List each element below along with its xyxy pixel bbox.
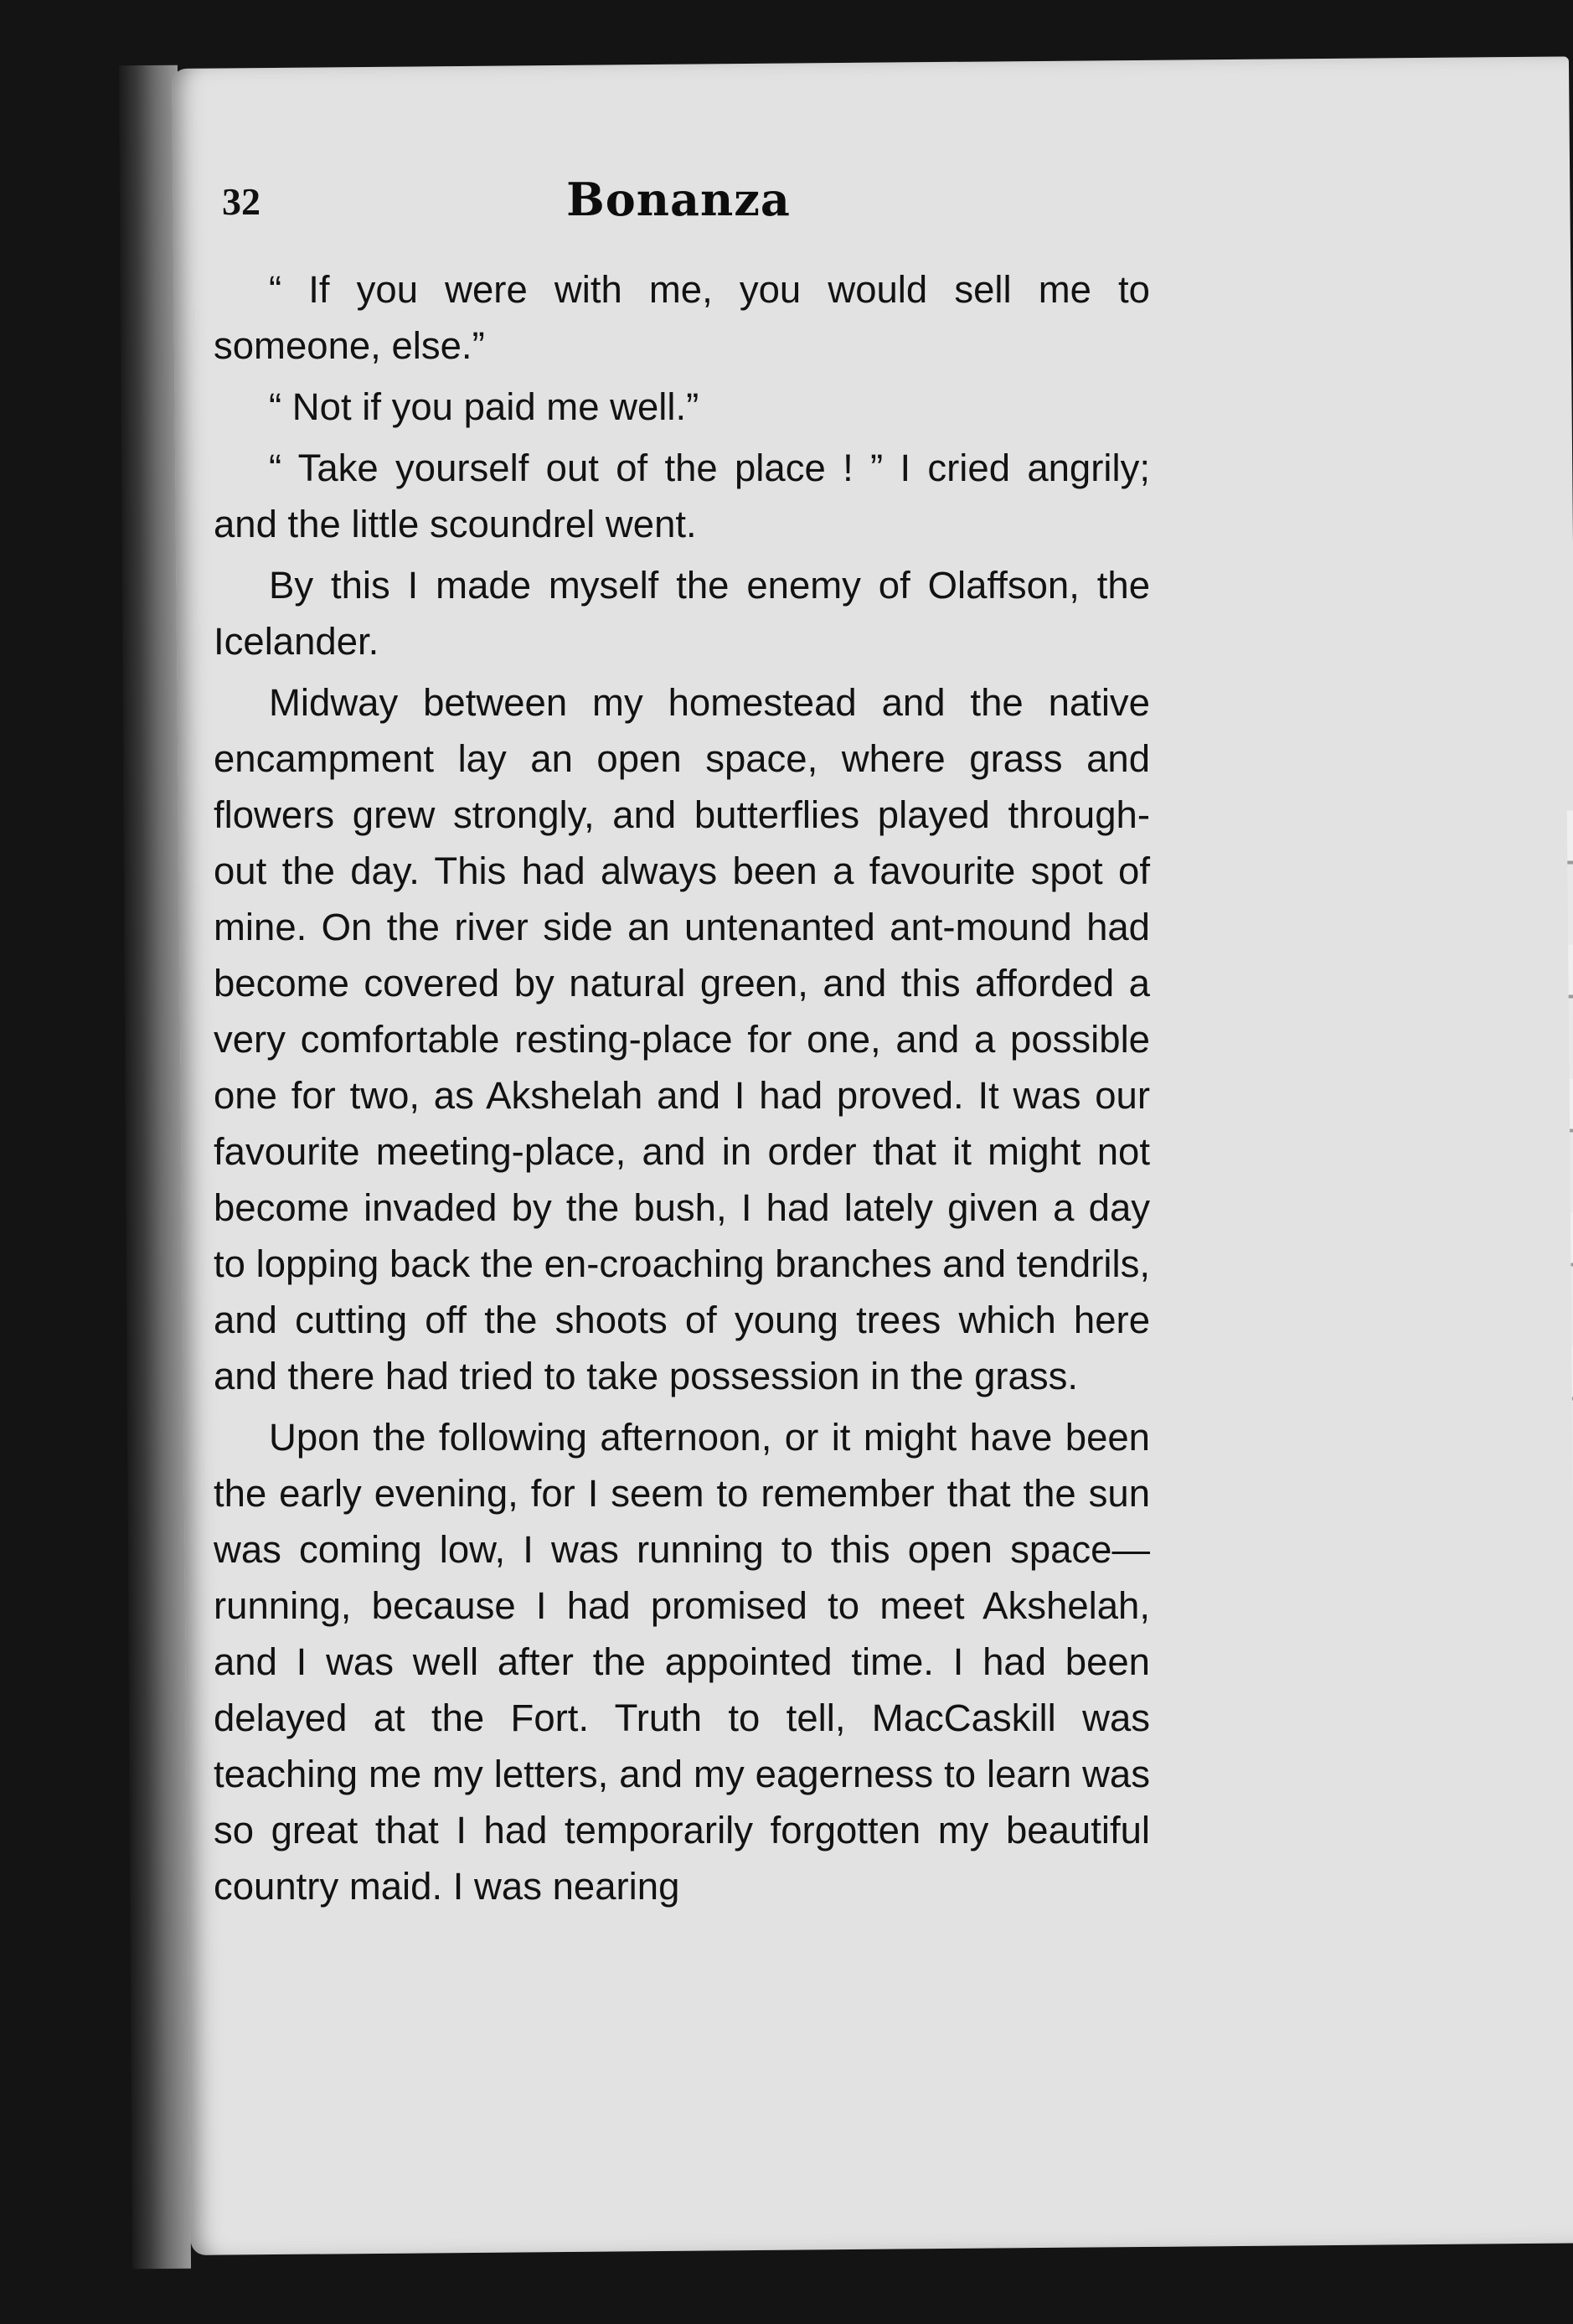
- body-text: [214, 261, 1150, 1919]
- paragraph: [214, 261, 1150, 374]
- paragraph-first-line: “ If you were with me, you would sell me to: [269, 268, 1150, 311]
- paragraph-continuation: been the early evening, for I seem to remember that the sun was coming low, I was running to this open space—running, because I had promised to meet Akshelah, and I was well after the appointed time. I had been delayed at the Fort. Truth to tell, MacCaskill was teaching me my letters, and my eagerness to learn was so great that I had temporarily forgotten my beautiful country maid. I was nearing: [214, 1416, 1150, 1908]
- paragraph-continuation: and the little scoundrel went.: [214, 503, 697, 545]
- paragraph-first-line: By this I made myself the enemy of Olaffson, the: [269, 564, 1150, 607]
- paragraph-first-line: Midway between my homestead and the native: [269, 681, 1150, 724]
- book-title: Bonanza: [566, 173, 791, 226]
- paragraph: [214, 379, 1150, 435]
- paragraph-first-line: “ Take yourself out of the place ! ” I cried angrily;: [269, 447, 1150, 489]
- paragraph-continuation: someone, else.”: [214, 324, 485, 367]
- paragraph-first-line: Upon the following afternoon, or it might have: [269, 1416, 1053, 1459]
- paragraph: [214, 557, 1150, 669]
- paragraph-continuation: encampment lay an open space, where grass and flowers grew strongly, and butterflies played through-out the day. This had always been a favourite spot of mine. On the river side an untenanted ant-mound had become covered by natural green, and this afforded a very comfortable resting-place for one, and a possible one for two, as Akshelah and I had proved. It was our favourite meeting-place, and in order that it might not become invaded by the bush, I had lately given a day to lopping back the en-croaching branches and tendrils, and cutting off the shoots of young trees which here and there had tried to take possession in the grass.: [214, 737, 1150, 1397]
- paragraph: [214, 440, 1150, 552]
- paragraph: [214, 674, 1150, 1404]
- page-number: 32: [222, 180, 260, 223]
- running-head: [222, 173, 1135, 255]
- paragraph-first-line: “ Not if you paid me well.”: [269, 385, 699, 428]
- paragraph: [214, 1409, 1150, 1914]
- page-edge: [1567, 810, 1573, 2117]
- paragraph-continuation: Icelander.: [214, 620, 379, 663]
